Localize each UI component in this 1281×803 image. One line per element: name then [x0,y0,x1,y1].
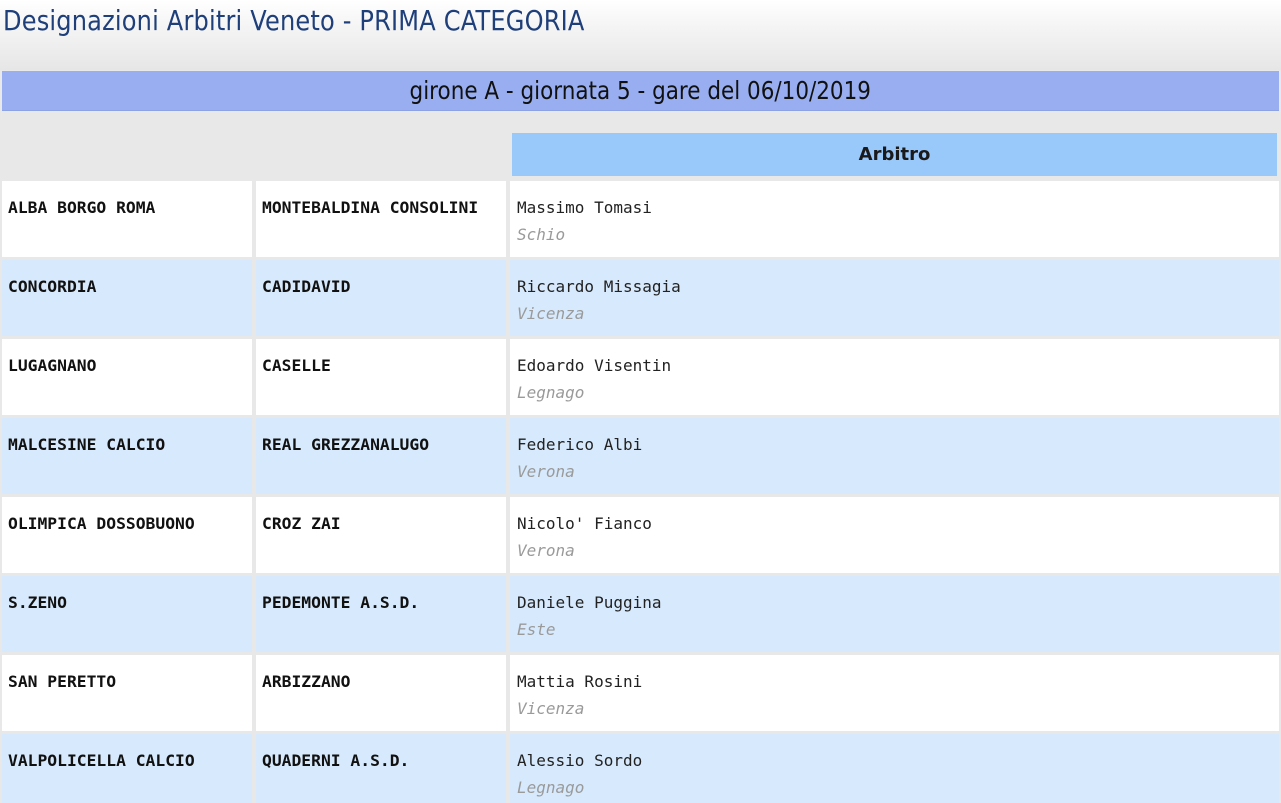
referee-cell [510,734,1279,803]
home-team: LUGAGNANO [8,356,97,375]
away-team-cell [256,418,506,494]
referee-cell [510,339,1279,415]
home-team-cell [2,576,252,652]
assignments-table [2,178,1279,803]
home-team: MALCESINE CALCIO [8,435,166,454]
home-team: S.ZENO [8,593,67,612]
referee-cell [510,260,1279,336]
away-team: ARBIZZANO [262,672,351,691]
referee-name: Daniele Puggina [517,593,662,612]
home-team: OLIMPICA DOSSOBUONO [8,514,195,533]
referee-name: Nicolo' Fianco [517,514,652,533]
referee-section: Verona [517,462,575,481]
page-title: Designazioni Arbitri Veneto - PRIMA CATEGORIA [3,4,585,37]
referee-section: Vicenza [517,304,585,323]
away-team-cell [256,497,506,573]
referee-name: Riccardo Missagia [517,277,681,296]
referee-section: Schio [517,225,566,244]
home-team: SAN PERETTO [8,672,117,691]
home-team-cell [2,497,252,573]
home-team-cell [2,339,252,415]
table-row [2,731,1279,803]
table-row [2,652,1279,731]
table-row [2,257,1279,336]
referee-name: Mattia Rosini [517,672,643,691]
table-row [2,573,1279,652]
home-team-cell [2,260,252,336]
away-team-cell [256,576,506,652]
away-team-cell [256,655,506,731]
table-row [2,415,1279,494]
away-team: CADIDAVID [262,277,351,296]
away-team: QUADERNI A.S.D. [262,751,410,770]
referee-section: Legnago [517,383,585,402]
referee-cell [510,418,1279,494]
away-team-cell [256,181,506,257]
away-team-cell [256,734,506,803]
away-team: REAL GREZZANALUGO [262,435,430,454]
away-team: MONTEBALDINA CONSOLINI [262,198,479,217]
referee-section: Verona [517,541,575,560]
home-team: VALPOLICELLA CALCIO [8,751,195,770]
table-row [2,336,1279,415]
referee-section: Legnago [517,778,585,797]
home-team-cell [2,655,252,731]
referee-name: Federico Albi [517,435,643,454]
section-header [2,71,1279,111]
away-team: PEDEMONTE A.S.D. [262,593,420,612]
table-row [2,178,1279,257]
table-row [2,494,1279,573]
away-team-cell [256,260,506,336]
section-header-label: girone A - giornata 5 - gare del 06/10/2019 [409,76,872,105]
referee-cell [510,497,1279,573]
title-bar [0,0,1281,70]
referee-name: Alessio Sordo [517,751,643,770]
referee-cell [510,655,1279,731]
referee-section: Este [517,620,556,639]
home-team: ALBA BORGO ROMA [8,198,156,217]
away-team-cell [256,339,506,415]
referee-name: Edoardo Visentin [517,356,672,375]
column-header-referee: Arbitro [512,133,1277,176]
home-team-cell [2,418,252,494]
away-team: CROZ ZAI [262,514,341,533]
referee-section: Vicenza [517,699,585,718]
referee-name: Massimo Tomasi [517,198,652,217]
referee-cell [510,576,1279,652]
away-team: CASELLE [262,356,331,375]
referee-cell [510,181,1279,257]
home-team-cell [2,181,252,257]
home-team-cell [2,734,252,803]
home-team: CONCORDIA [8,277,97,296]
